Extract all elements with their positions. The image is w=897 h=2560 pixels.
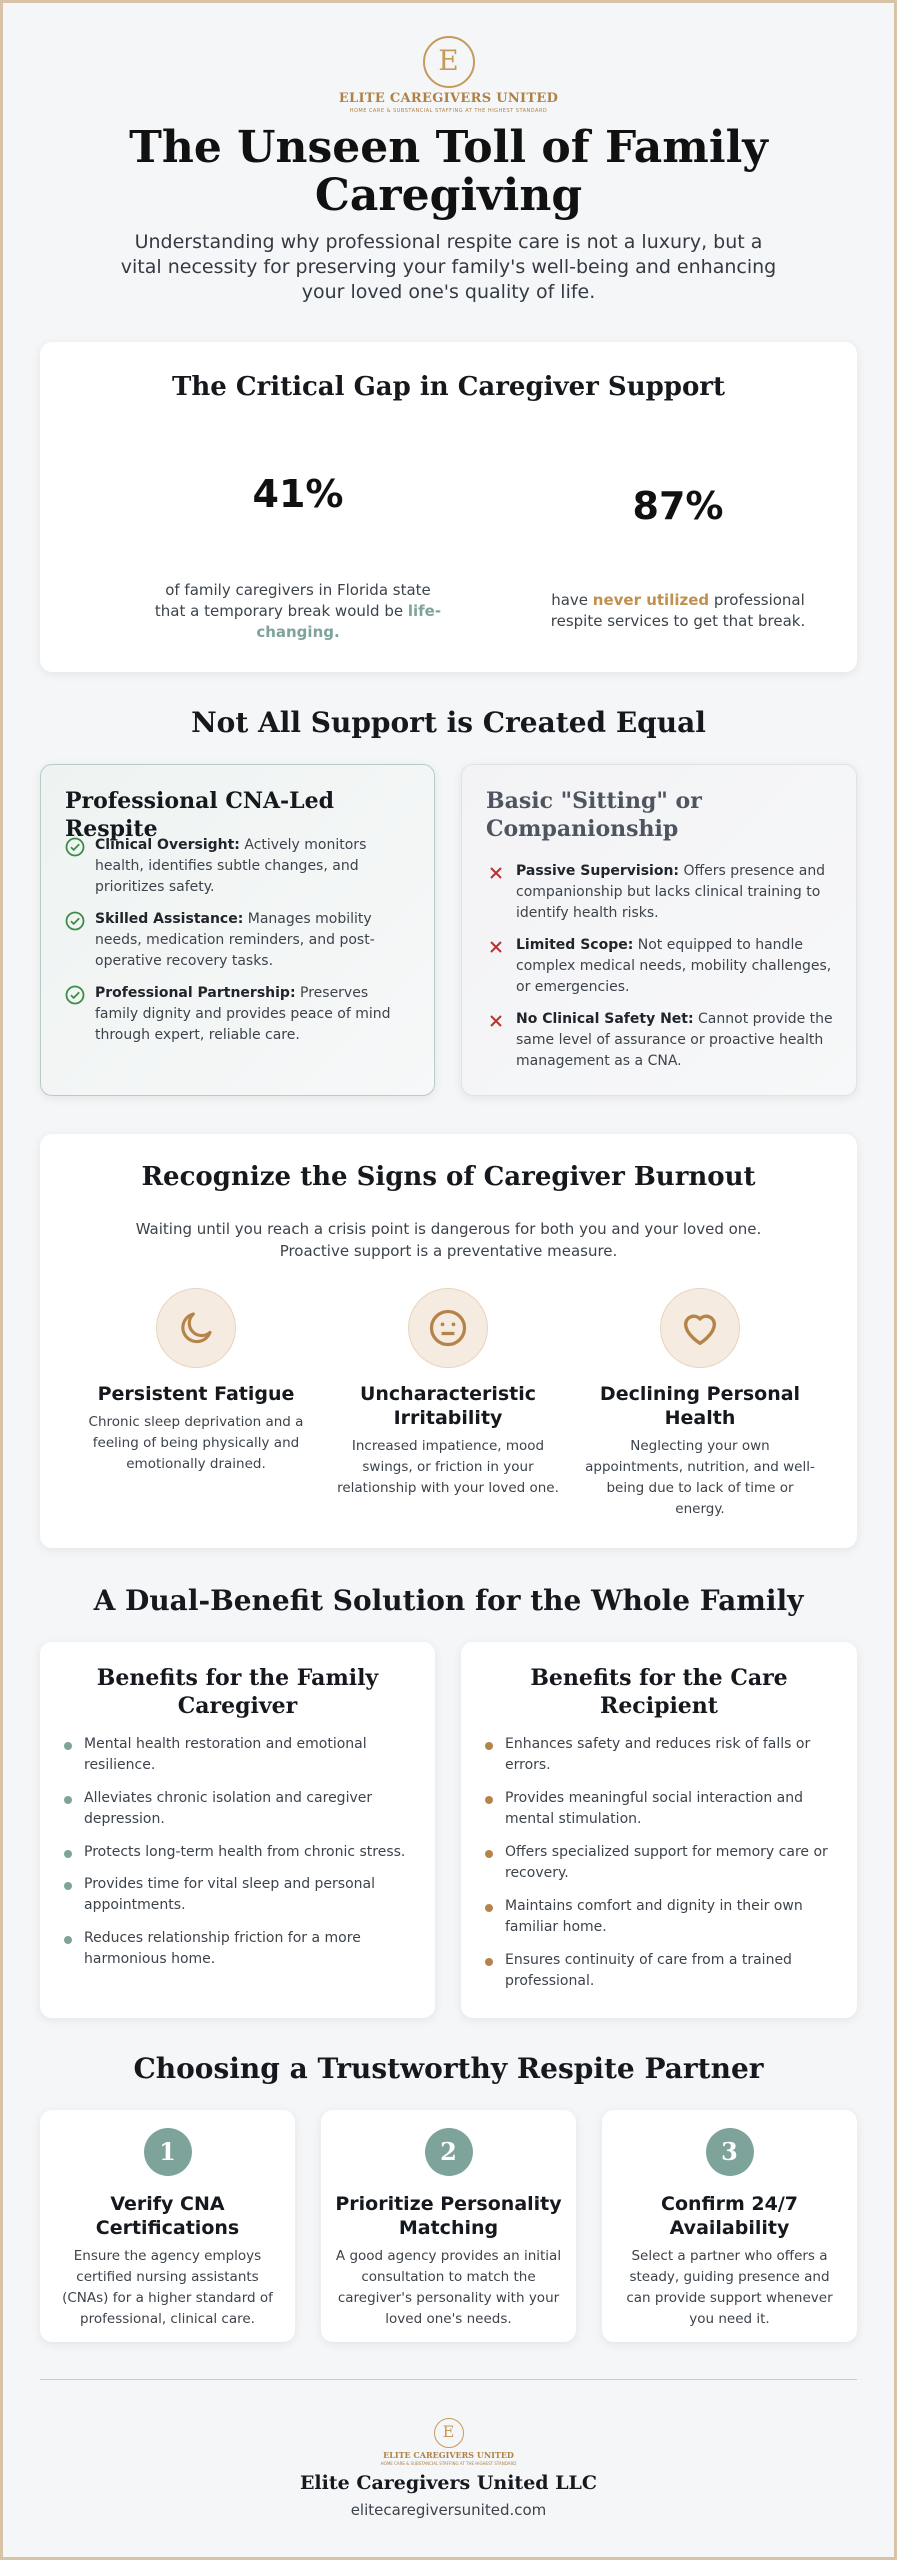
footer-website-link[interactable]: elitecaregiversunited.com [350,2501,547,2519]
moon-icon [175,1307,217,1349]
x-icon [486,937,506,957]
sign-icon-circle [156,1288,236,1368]
bullet-dot [485,1904,493,1912]
footer-logo [0,2418,897,2466]
critical-gap-title: The Critical Gap in Caregiver Support [171,372,726,402]
logo-emblem: E [423,36,475,88]
heart-icon [677,1305,723,1351]
sign-desc: Neglecting your own appointments, nutrition, and well-being due to lack of time or energy. [585,1438,815,1517]
benefit-item: Provides time for vital sleep and personal appointments. [62,1874,417,1916]
logo-tagline: HOME CARE & SUBSTANCIAL STAFFING AT THE HIGHEST STANDARD [349,108,548,114]
bullet-dot [485,1796,493,1804]
family-benefits-title: Benefits for the Family Caregiver [96,1665,379,1719]
step-title: Confirm 24/7 Availability [661,2193,798,2239]
sign-title: Declining Personal Health [599,1383,801,1429]
family-benefits-card [40,1642,435,2018]
step-desc: Ensure the agency employs certified nursing assistants (CNAs) for a higher standard of professional, clinical care. [62,2248,273,2327]
sign-declining-health [580,1288,820,1520]
compare-heading: Not All Support is Created Equal [191,706,706,739]
benefit-item: Offers specialized support for memory care or recovery. [483,1842,839,1884]
pro-item: Professional Partnership: Preserves family dignity and provides peace of mind through expert, reliable care. [65,983,414,1046]
step-title: Prioritize Personality Matching [335,2193,562,2239]
bullet-dot [485,1742,493,1750]
pro-item: Clinical Oversight: Actively monitors health, identifies subtle changes, and prioritizes safety. [65,835,414,898]
step-card [40,2110,295,2342]
basic-item: No Clinical Safety Net: Cannot provide the same level of assurance or proactive health management as a CNA. [486,1009,836,1072]
step-title: Verify CNA Certifications [95,2193,240,2239]
benefit-item: Alleviates chronic isolation and caregiver depression. [62,1788,417,1830]
pro-respite-card [40,764,435,1096]
page-subtitle: Understanding why professional respite care is not a luxury, but a vital necessity for preserving your family's well-being and enhancing your loved one's quality of life. [120,231,777,303]
sign-title: Persistent Fatigue [97,1383,295,1405]
benefit-item: Protects long-term health from chronic stress. [62,1842,417,1863]
recipient-benefits-title: Benefits for the Care Recipient [530,1665,788,1719]
bullet-dot [485,1958,493,1966]
benefit-item: Reduces relationship friction for a more harmonious home. [62,1928,417,1970]
step-number-badge: 3 [706,2128,754,2176]
critical-gap-card [40,342,857,672]
step-desc: A good agency provides an initial consultation to match the caregiver's personality with your loved one's needs. [335,2248,562,2327]
step-card [321,2110,576,2342]
step-desc: Select a partner who offers a steady, guiding presence and can provide support whenever you need it. [626,2248,833,2327]
pro-item: Skilled Assistance: Manages mobility needs, medication reminders, and post-operative recovery tasks. [65,909,414,972]
neutral-face-icon [426,1306,470,1350]
step-card [602,2110,857,2342]
burnout-title: Recognize the Signs of Caregiver Burnout [141,1162,756,1192]
sign-desc: Chronic sleep deprivation and a feeling of being physically and emotionally drained. [88,1414,304,1472]
page-title: The Unseen Toll of Family Caregiving [129,122,768,221]
bullet-dot [64,1882,72,1890]
basic-item: Limited Scope: Not equipped to handle complex medical needs, mobility challenges, or emergencies. [486,935,836,998]
footer-divider [40,2379,857,2380]
check-circle-icon [65,837,85,857]
stat-87-value: 87% [632,484,724,528]
x-icon [486,863,506,883]
recipient-benefits-card [461,1642,857,2018]
footer-logo-emblem: E [434,2418,464,2448]
stat-41-text: of family caregivers in Florida state that a temporary break would be life-changing. [154,581,442,641]
basic-item: Passive Supervision: Offers presence and companionship but lacks clinical training to identify health risks. [486,861,836,924]
bullet-dot [485,1850,493,1858]
step-number-badge: 2 [425,2128,473,2176]
bullet-dot [64,1742,72,1750]
benefit-item: Ensures continuity of care from a trained professional. [483,1950,839,1992]
sign-title: Uncharacteristic Irritability [359,1383,537,1429]
partner-heading: Choosing a Trustworthy Respite Partner [133,2052,764,2085]
footer-logo-name: ELITE CAREGIVERS UNITED [383,2450,514,2460]
sign-fatigue [76,1288,316,1475]
sign-irritability [328,1288,568,1499]
sign-icon-circle [408,1288,488,1368]
benefits-heading: A Dual-Benefit Solution for the Whole Family [93,1584,804,1617]
basic-sitting-card [461,764,857,1096]
basic-sitting-title: Basic "Sitting" or Companionship [486,788,702,842]
bullet-dot [64,1850,72,1858]
sign-desc: Increased impatience, mood swings, or friction in your relationship with your loved one. [337,1438,559,1496]
benefit-item: Maintains comfort and dignity in their own familiar home. [483,1896,839,1938]
stat-87-text: have never utilized professional respite services to get that break. [550,591,806,630]
bullet-dot [64,1936,72,1944]
pro-respite-title: Professional CNA-Led Respite [65,788,335,842]
bullet-dot [64,1796,72,1804]
logo-name: ELITE CAREGIVERS UNITED [338,91,559,106]
benefit-item: Mental health restoration and emotional resilience. [62,1734,417,1776]
check-circle-icon [65,985,85,1005]
benefit-item: Enhances safety and reduces risk of falls or errors. [483,1734,839,1776]
benefit-item: Provides meaningful social interaction and mental stimulation. [483,1788,839,1830]
brand-logo [0,36,897,114]
burnout-subtitle: Waiting until you reach a crisis point is dangerous for both you and your loved one. Proactive support is a preventative measure. [135,1220,762,1260]
step-number-badge: 1 [144,2128,192,2176]
footer-company: Elite Caregivers United LLC [299,2472,598,2494]
burnout-card [40,1134,857,1548]
sign-icon-circle [660,1288,740,1368]
check-circle-icon [65,911,85,931]
x-icon [486,1011,506,1031]
stat-41-value: 41% [252,472,344,516]
footer-logo-tagline: HOME CARE & SUBSTANCIAL STAFFING AT THE HIGHEST STANDARD [380,2461,517,2466]
